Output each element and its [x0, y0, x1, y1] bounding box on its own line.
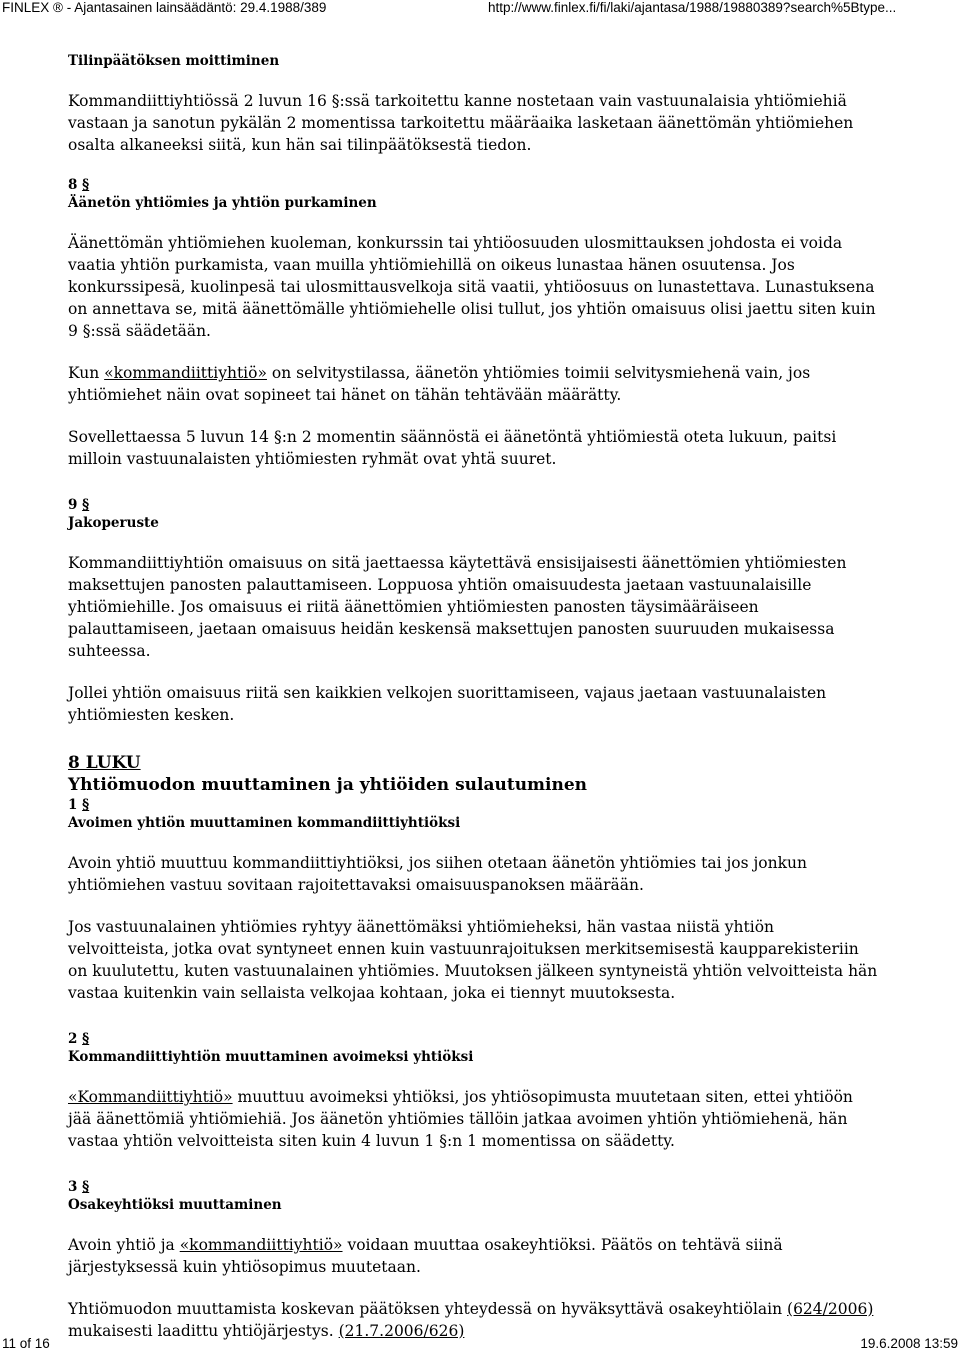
kommandiittiyhtio-link[interactable]: «kommandiittiyhtiö» — [179, 1236, 343, 1254]
chapter-number: 8 LUKU — [68, 753, 141, 773]
section-title-tilinpaatos: Tilinpäätöksen moittiminen — [68, 53, 280, 69]
section-number-2: 2 § — [68, 1031, 90, 1047]
paragraph: Äänettömän yhtiömiehen kuoleman, konkurssin tai yhtiöosuuden ulosmittauksen johdosta ei voida vaatia yhtiön purkamista, vaan muilla yhtiömiehillä on oikeus lunastaa hänen osuutensa. Jos konkurssipesä, kuolinpesä tai ulosmittausvelkoja sitä vaatii, yhtiöosuus on lunastettava. Lunastuksena on annettava se, mitä äänettömälle yhtiömiehelle olisi tullut, jos yhtiön omaisuus olisi jaettu siten kuin 9 §:ssä säädetään. — [68, 234, 876, 340]
browser-print-header-title: FINLEX ® - Ajantasainen lainsäädäntö: 29.4.1988/389 — [2, 0, 327, 15]
paragraph: Kommandiittiyhtiössä 2 luvun 16 §:ssä tarkoitettu kanne nostetaan vain vastuunalaisia yhtiömiehiä vastaan ja sanotun pykälän 2 momentissa tarkoitettu määräaika lasketaan äänettömän yhtiömiehen osalta alkaneeksi siitä, kun hän sai tilinpäätöksestä tiedon. — [68, 92, 854, 154]
browser-print-header-url: http://www.finlex.fi/fi/laki/ajantasa/1988/19880389?search%5Btype... — [488, 0, 897, 15]
section-number-8: 8 § — [68, 177, 90, 193]
section-number-1: 1 § — [68, 797, 90, 813]
paragraph: Avoin yhtiö ja «kommandiittiyhtiö» voidaan muuttaa osakeyhtiöksi. Päätös on tehtävä siinä järjestyksessä kuin yhtiösopimus muutetaan. — [68, 1236, 783, 1276]
section-title-2: Kommandiittiyhtiön muuttaminen avoimeksi yhtiöksi — [68, 1049, 474, 1065]
section-title-1: Avoimen yhtiön muuttaminen kommandiittiyhtiöksi — [68, 815, 461, 831]
page-counter: 11 of 16 — [2, 1336, 50, 1351]
paragraph: Jos vastuunalainen yhtiömies ryhtyy äänettömäksi yhtiömieheksi, hän vastaa niistä yhtiön velvoitteista, jotka ovat syntyneet ennen kuin vastuunrajoituksen merkitsemisestä kaupparekisteriin on kuulutettu, kuten vastuunalainen yhtiömies. Muutoksen jälkeen syntyneistä yhtiön velvoitteista hän vastaa kuitenkin vain sellaista velkojaa kohtaan, joka ei tiennyt muutoksesta. — [68, 918, 878, 1002]
document-body — [68, 52, 878, 1342]
paragraph: Avoin yhtiö muuttuu kommandiittiyhtiöksi, jos siihen otetaan äänetön yhtiömies tai jos jonkun yhtiömiehen vastuu sovitaan rajoitettavaksi omaisuuspanoksen määrään. — [68, 854, 807, 894]
section-title-8: Äänetön yhtiömies ja yhtiön purkaminen — [68, 195, 377, 211]
law-reference-link[interactable]: (624/2006) — [787, 1300, 874, 1318]
section-title-3: Osakeyhtiöksi muuttaminen — [68, 1197, 282, 1213]
section-number-9: 9 § — [68, 497, 90, 513]
paragraph: «Kommandiittiyhtiö» muuttuu avoimeksi yhtiöksi, jos yhtiösopimusta muutetaan siten, ettei yhtiöön jää äänettömiä yhtiömiehiä. Jos äänetön yhtiömies tällöin jatkaa avoimen yhtiön yhtiömiehenä, hän vastaa yhtiön velvoitteista siten kuin 4 luvun 1 §:n 1 momentissa on säädetty. — [68, 1088, 853, 1150]
amendment-reference-link[interactable]: (21.7.2006/626) — [338, 1322, 465, 1340]
chapter-title: Yhtiömuodon muuttaminen ja yhtiöiden sulautuminen — [68, 775, 588, 795]
paragraph: Sovellettaessa 5 luvun 14 §:n 2 momentin säännöstä ei äänetöntä yhtiömiestä oteta lukuun, paitsi milloin vastuunalaisten yhtiömiesten ryhmät ovat yhtä suuret. — [68, 428, 837, 468]
paragraph: Yhtiömuodon muuttamista koskevan päätöksen yhteydessä on hyväksyttävä osakeyhtiölain (624/2006) mukaisesti laadittu yhtiöjärjestys. (21.7.2006/626) — [68, 1300, 874, 1340]
kommandiittiyhtio-link[interactable]: «kommandiittiyhtiö» — [104, 364, 267, 382]
kommandiittiyhtio-link[interactable]: «Kommandiittiyhtiö» — [68, 1088, 233, 1106]
section-number-3: 3 § — [68, 1179, 90, 1195]
paragraph: Kun «kommandiittiyhtiö» on selvitystilassa, äänetön yhtiömies toimii selvitysmiehenä vain, jos yhtiömiehet näin ovat sopineet tai hänet on tähän tehtävään määrätty. — [68, 364, 811, 404]
section-title-9: Jakoperuste — [68, 515, 159, 531]
print-datetime: 19.6.2008 13:59 — [860, 1336, 958, 1351]
paragraph: Kommandiittiyhtiön omaisuus on sitä jaettaessa käytettävä ensisijaisesti äänettömien yhtiömiesten maksettujen panosten palauttamiseen. Loppuosa yhtiön omaisuudesta jaetaan vastuunalaisille yhtiömiehille. Jos omaisuus ei riitä äänettömien yhtiömiesten panosten täysimääräiseen palauttamiseen, jaetaan omaisuus heidän keskensä maksettujen panosten suuruuden mukaisessa suhteessa. — [68, 554, 847, 660]
paragraph: Jollei yhtiön omaisuus riitä sen kaikkien velkojen suorittamiseen, vajaus jaetaan vastuunalaisten yhtiömiesten kesken. — [68, 684, 827, 724]
